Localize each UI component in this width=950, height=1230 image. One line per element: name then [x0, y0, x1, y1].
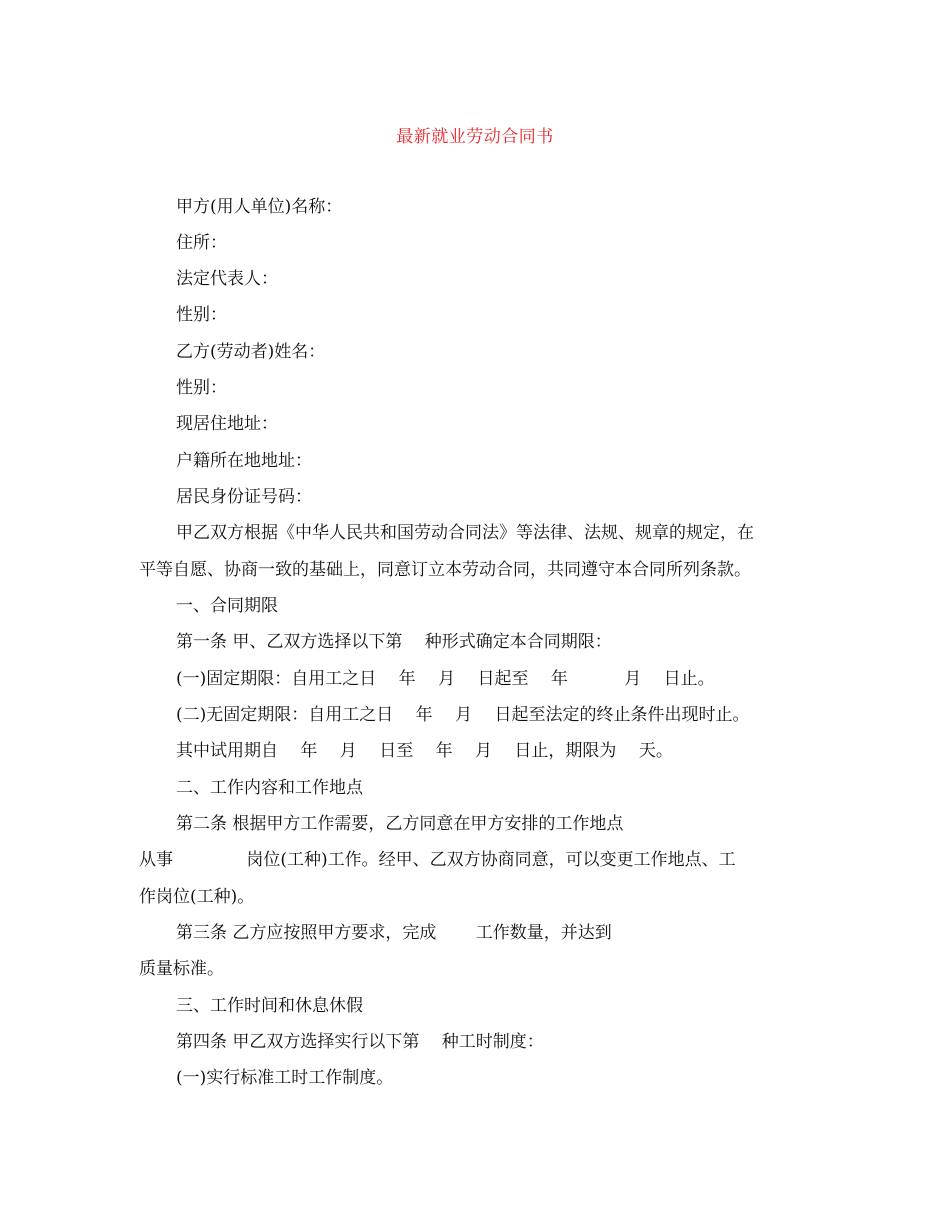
- article-2-line-1: 第二条 根据甲方工作需要，乙方同意在甲方安排的工作地点: [176, 814, 624, 834]
- probation-line: 其中试用期自 年 月 日至 年 月 日止，期限为 天。: [176, 741, 673, 761]
- article-2-line-3: 作岗位(工种)。: [139, 887, 255, 907]
- party-a-name-line: 甲方(用人单位)名称：: [176, 197, 343, 217]
- party-b-gender-line: 性别：: [176, 378, 227, 398]
- party-b-name-line: 乙方(劳动者)姓名：: [176, 342, 326, 362]
- current-address-line: 现居住地址：: [176, 414, 278, 434]
- open-term-line: (二)无固定期限：自用工之日 年 月 日起至法定的终止条件出现时止。: [176, 705, 750, 725]
- preamble-line-1: 甲乙双方根据《中华人民共和国劳动合同法》等法律、法规、规章的规定，在: [176, 523, 754, 543]
- standard-hours-line: (一)实行标准工时工作制度。: [176, 1068, 394, 1088]
- party-a-address-line: 住所：: [176, 233, 227, 253]
- article-1-line: 第一条 甲、乙双方选择以下第 种形式确定本合同期限：: [176, 632, 612, 652]
- preamble-line-2: 平等自愿、协商一致的基础上，同意订立本劳动合同，共同遵守本合同所列条款。: [139, 560, 751, 580]
- section-heading-work: 二、工作内容和工作地点: [176, 778, 363, 798]
- legal-representative-line: 法定代表人：: [176, 269, 278, 289]
- id-number-line: 居民身份证号码：: [176, 487, 312, 507]
- household-address-line: 户籍所在地地址：: [176, 451, 312, 471]
- section-heading-hours: 三、工作时间和休息休假: [176, 996, 363, 1016]
- article-2-line-2: 从事 岗位(工种)工作。经甲、乙双方协商同意，可以变更工作地点、工: [139, 850, 736, 870]
- fixed-term-line: (一)固定期限：自用工之日 年 月 日起至 年 月 日止。: [176, 669, 715, 689]
- article-4-line: 第四条 甲乙双方选择实行以下第 种工时制度：: [176, 1032, 544, 1052]
- document-title: 最新就业劳动合同书: [396, 127, 554, 147]
- article-3-line-1: 第三条 乙方应按照甲方要求，完成 工作数量，并达到: [176, 923, 612, 943]
- section-heading-term: 一、合同期限: [176, 596, 278, 616]
- article-3-line-2: 质量标准。: [139, 959, 224, 979]
- party-a-gender-line: 性别：: [176, 305, 227, 325]
